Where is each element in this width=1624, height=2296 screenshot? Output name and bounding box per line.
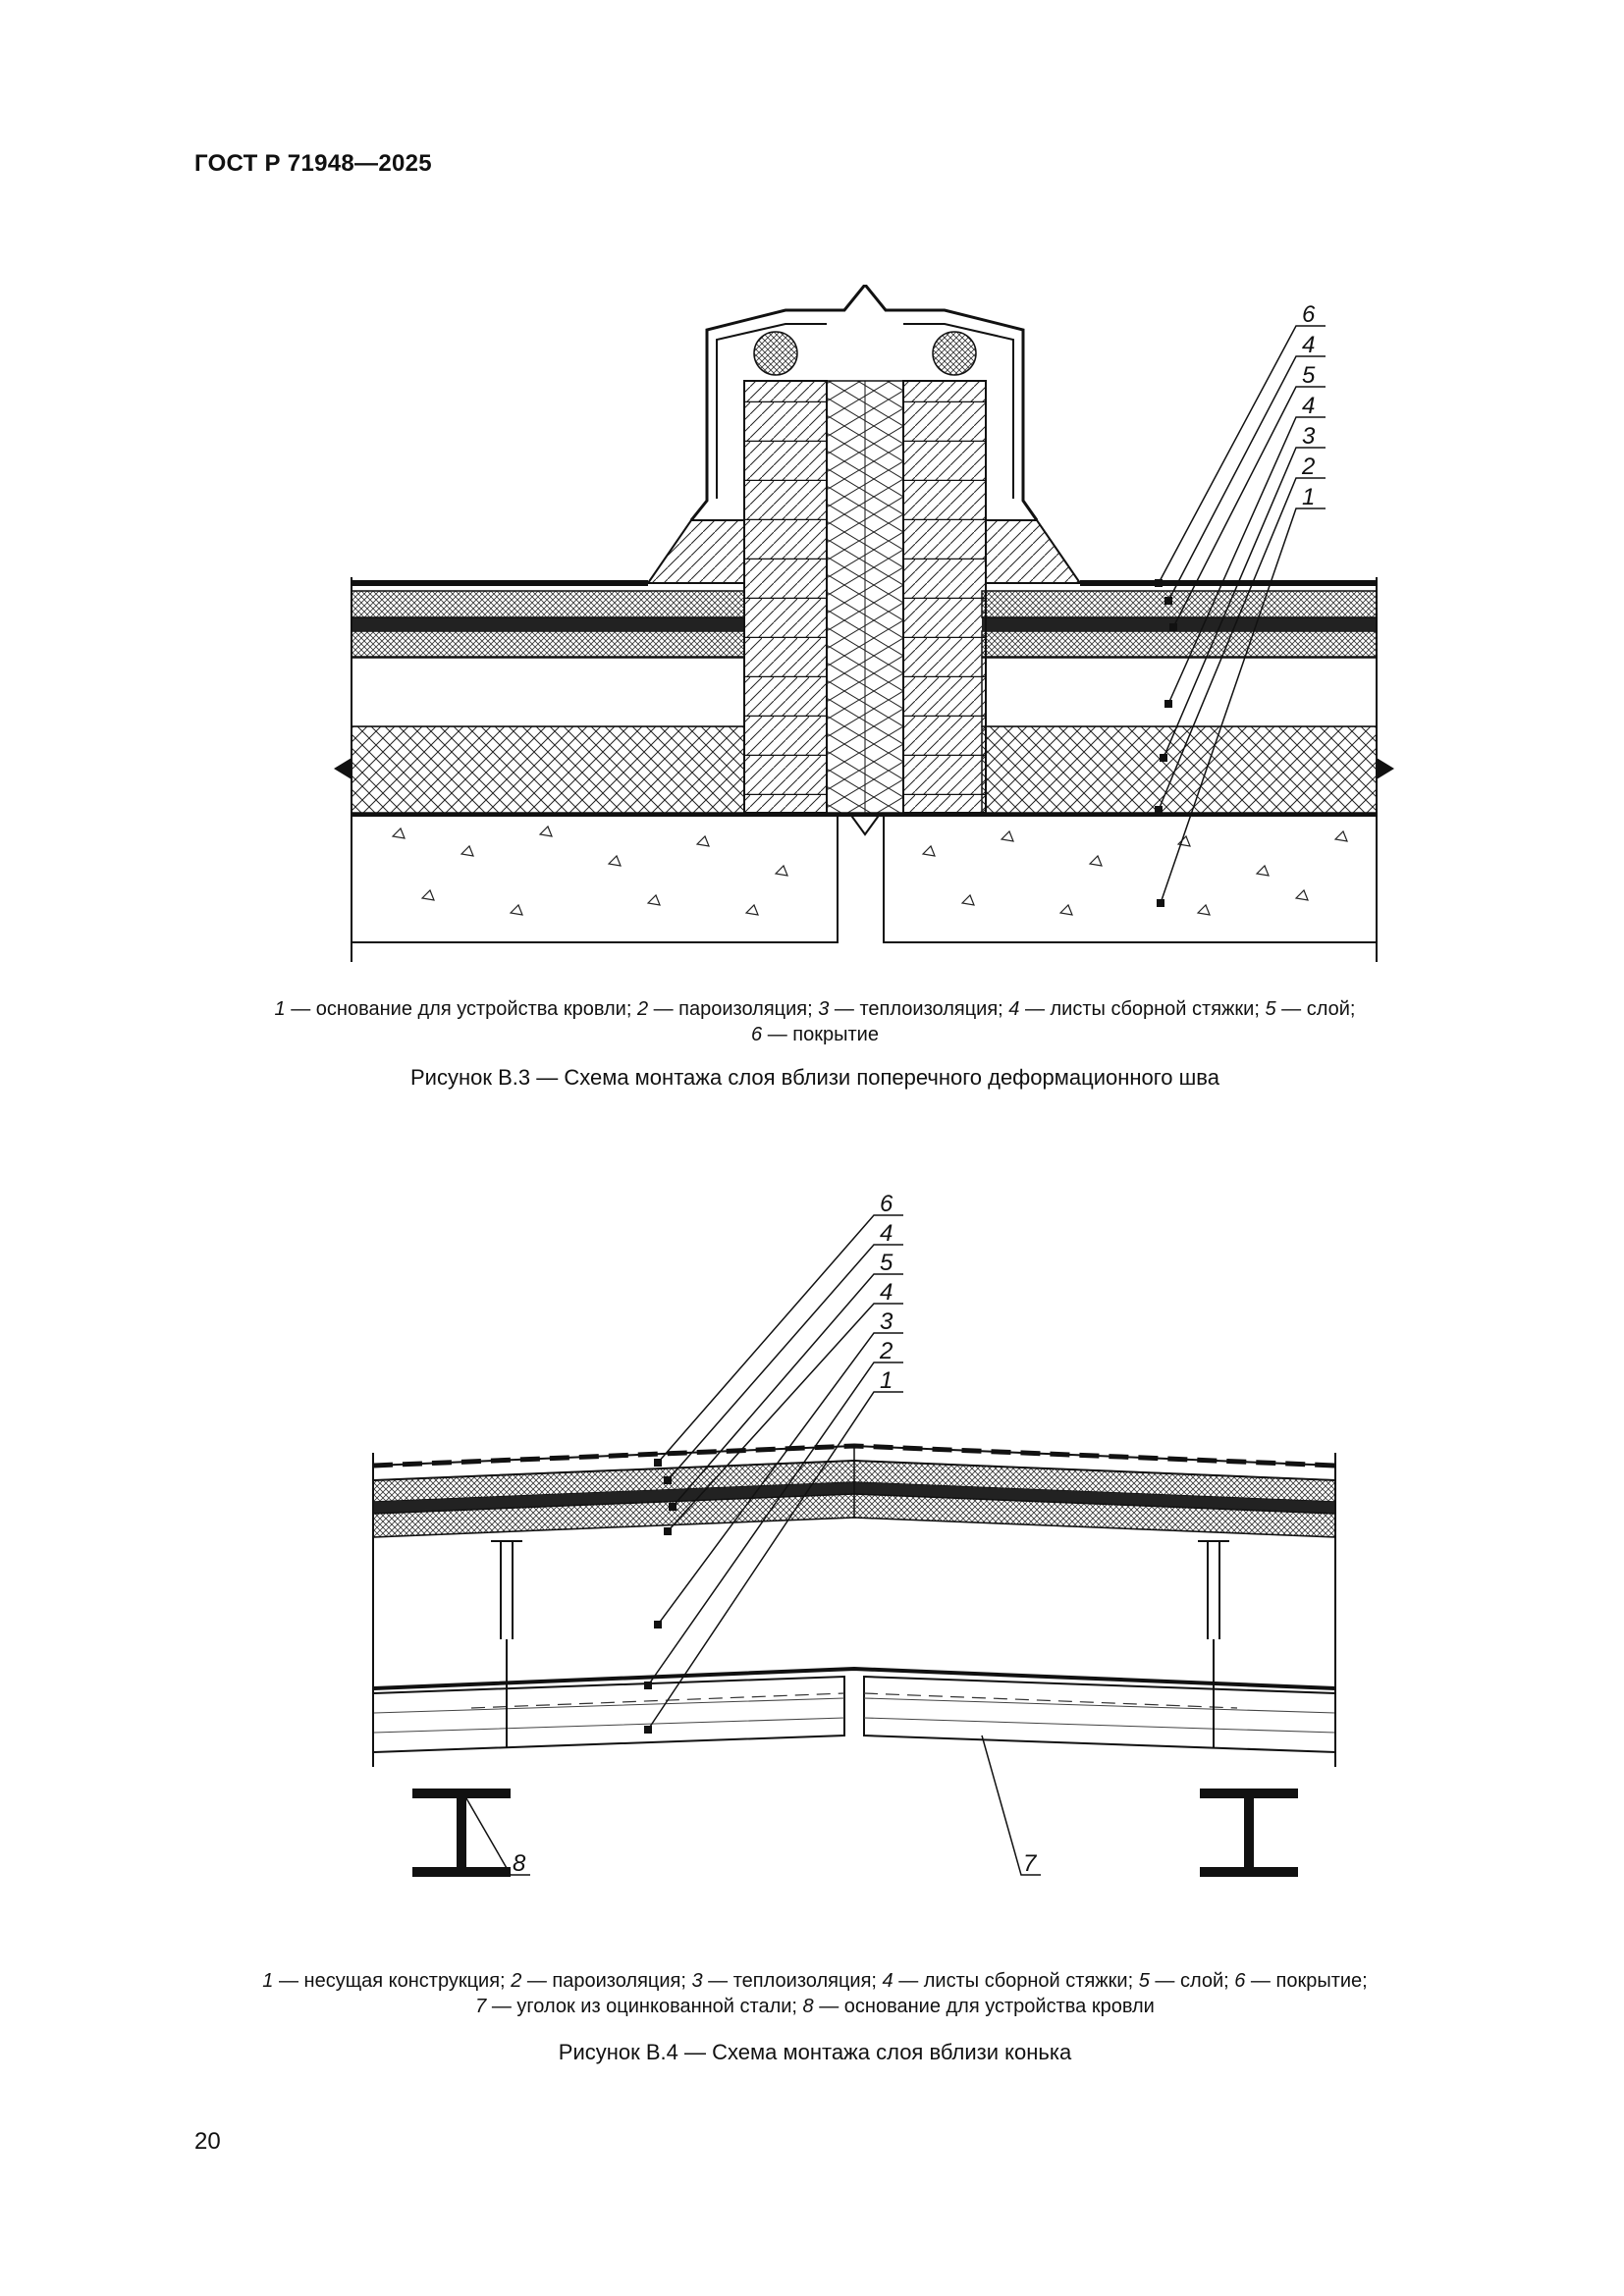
callout-5: 5: [880, 1250, 893, 1276]
callout-6: 6: [1302, 301, 1316, 328]
page-number: 20: [194, 2128, 221, 2155]
figure-b3-legend: 1 — основание для устройства кровли; 2 — пароизоляция; 3 — теплоизоляция; 4 — листы сборной стяжки; 5 — слой; 6 — покрытие: [274, 998, 1356, 1045]
document-header: ГОСТ Р 71948—2025: [194, 150, 432, 177]
callout-8: 8: [513, 1850, 526, 1877]
callout-3: 3: [880, 1308, 893, 1335]
callout-7: 7: [1023, 1850, 1037, 1877]
callout-2: 2: [880, 1338, 893, 1364]
callout-1: 1: [1302, 484, 1316, 510]
callout-6: 6: [880, 1191, 893, 1217]
callout-2: 2: [1302, 454, 1316, 480]
callout-4: 4: [880, 1220, 893, 1247]
figure-b3-caption: Рисунок В.3 — Схема монтажа слоя вблизи поперечного деформационного шва: [410, 1065, 1219, 1090]
callout-4b: 4: [880, 1279, 893, 1306]
callout-4b: 4: [1302, 393, 1316, 419]
callout-3: 3: [1302, 423, 1316, 450]
figure-b4-drawing: [353, 1168, 1355, 1934]
figure-b3-drawing: [314, 285, 1414, 982]
callout-4: 4: [1302, 332, 1316, 358]
figure-b4-legend: 1 — несущая конструкция; 2 — пароизоляция; 3 — теплоизоляция; 4 — листы сборной стяжки; 5 — слой; 6 — покрытие; 7 — уголок из оцинкованной стали; 8 — основание для устройства кровли: [262, 1970, 1368, 2017]
callout-5: 5: [1302, 362, 1316, 389]
callout-1: 1: [880, 1367, 893, 1394]
figure-b4-caption: Рисунок В.4 — Схема монтажа слоя вблизи конька: [558, 2040, 1072, 2064]
